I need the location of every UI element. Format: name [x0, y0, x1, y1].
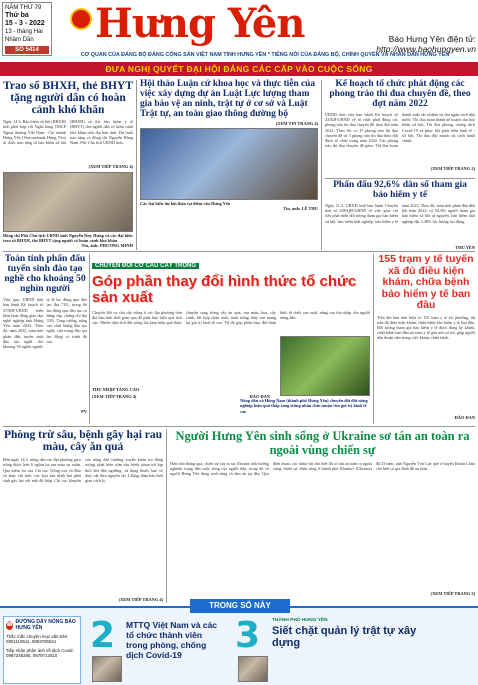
- article-subhead: THU NHẬP TĂNG CAO: [92, 387, 140, 392]
- article-sau-benh[interactable]: [3, 429, 163, 603]
- article-credit: ĐÀO ĐAN: [249, 394, 270, 399]
- divider: [321, 80, 322, 250]
- article-credit: THU YÊN: [455, 244, 475, 250]
- website-url[interactable]: http://www.baohungyen.vn: [376, 44, 476, 54]
- continue-link[interactable]: (XEM TIẾP TRANG 4): [92, 394, 137, 399]
- article-title[interactable]: Phòng trừ sâu, bệnh gây hại rau màu, cây ăn quả: [3, 429, 163, 454]
- divider: [136, 80, 137, 250]
- divider: [325, 178, 475, 179]
- photo-caption: Các đại biểu dự hội thảo tại điểm cầu Hưng Yên: [140, 200, 231, 206]
- article-title[interactable]: 155 trạm y tế tuyến xã đủ điều kiện khám, chữa bệnh bảo hiểm y tế ban đầu: [378, 253, 474, 311]
- teaser-title[interactable]: Siết chặt quản lý trật tự xây dựng: [272, 625, 417, 649]
- article-dao-tao-nghe[interactable]: [3, 254, 87, 422]
- article-credit: ĐÀO ĐAN: [454, 414, 475, 420]
- continue-link[interactable]: (XEM TIN TRANG 4): [275, 120, 318, 126]
- article-body: Ngày 14.3, Bảo hiểm xã hội (BHXH) tỉnh phối hợp với Ngân hàng TMCP Ngoại thương Việt Nam - Chi nhánh Hưng Yên (Vietcombank Hưng Yên) tổ chức trao tặng sổ bảo hiểm xã hội (BHXH) và thẻ bảo hiểm y tế (BHYT) cho người dân có hoàn cảnh khó khăn trên địa bàn tỉnh. Dự buổi trao tặng có đồng chí Nguyễn Hùng Nam, Phó Chủ tịch UBND tỉnh.: [3, 119, 133, 145]
- photo-credit: Tin, ảnh: LÊ THU: [283, 206, 318, 212]
- article-photo: [3, 172, 133, 232]
- hotline-title: ĐƯỜNG DÂY NÓNG BÁO HƯNG YÊN: [15, 619, 76, 631]
- article-title[interactable]: Phấn đấu 92,6% dân số tham gia bảo hiểm y tế: [333, 180, 467, 200]
- article-title[interactable]: Trao sổ BHXH, thẻ BHYT tặng người dân có hoàn cảnh khó khăn: [3, 80, 133, 117]
- party-emblem-icon: [70, 8, 92, 30]
- hotline-line[interactable]: Thắc mắc chuyên mục văn bản: 0901118511, 0983785521: [6, 634, 69, 645]
- motto: CƠ QUAN CỦA ĐẢNG BỘ ĐẢNG CỘNG SẢN VIỆT NAM TỈNH HƯNG YÊN * TIẾNG NÓI CỦA ĐẢNG BỘ, CHÍNH QUYỀN VÀ NHÂN DÂN HƯNG YÊN: [80, 52, 450, 58]
- divider: [373, 254, 374, 424]
- divider: [166, 429, 167, 603]
- page-number: 3: [235, 615, 261, 656]
- photo-credit: Tin, ảnh: PHƯƠNG MINH: [81, 243, 133, 249]
- teaser-item[interactable]: [272, 618, 432, 649]
- divider: [3, 426, 475, 427]
- headline-banner: ĐƯA NGHỊ QUYẾT ĐẠI HỘI ĐẢNG CÁC CẤP VÀO CUỘC SỐNG: [0, 62, 478, 76]
- continue-link[interactable]: (XEM TIẾP TRANG 4): [118, 597, 163, 603]
- issue-box: [2, 2, 52, 56]
- weekday: Thứ ba: [5, 12, 29, 19]
- article-title[interactable]: Hội thảo Luận cứ khoa học và thực tiễn của việc xây dựng dự án Luật Lực lượng tham gia bảo vệ an ninh, trật tự ở cơ sở và Luật Trật tự, an toàn giao thông đường bộ: [140, 79, 316, 119]
- article-title[interactable]: Người Hưng Yên sinh sống ở Ukraine sơ tán an toàn ra ngoài vùng chiến sự: [175, 429, 470, 457]
- masthead: [0, 0, 478, 62]
- continue-link[interactable]: (XEM TIẾP TRANG 2): [430, 165, 475, 171]
- article-photo: [280, 336, 370, 396]
- continue-link[interactable]: (XEM TIẾP TRANG 3): [430, 591, 475, 596]
- year-label: NĂM THỨ 79: [5, 5, 42, 11]
- article-body: Đến ngày 14.3, nông dân các địa phương gieo trồng được hơn 6 nghìn ha rau màu vụ xuân. Qua kiểm tra của Chi cục Trồng trọt và Bảo vệ thực vật tỉnh, các loại sâu bệnh hại phát sinh gây hại với mật độ thấp. Chi cục khuyến cáo nông dân thường xuyên kiểm tra đồng ruộng, phát hiện sớm sâu bệnh, phun trừ kịp thời khi đến ngưỡng, sử dụng thuốc bảo vệ thực vật theo nguyên tắc 4 đúng; đảm bảo thời gian cách ly.: [3, 457, 163, 483]
- teaser-item[interactable]: [126, 620, 226, 660]
- teaser-number: [90, 615, 125, 656]
- newspaper-logo: Hưng Yên: [95, 0, 305, 47]
- article-kicker: CHUYỂN ĐỔI CƠ CẤU CÂY TRỒNG: [92, 263, 199, 269]
- article-title[interactable]: Toàn tỉnh phấn đấu tuyển sinh đào tạo nghề cho khoảng 50 nghìn người: [4, 253, 86, 295]
- page-number: 2: [90, 615, 116, 656]
- lunar-date: 13 - tháng Hai: [5, 29, 43, 35]
- teaser-kicker: THÀNH PHỐ HƯNG YÊN: [272, 618, 328, 623]
- article-bhyt[interactable]: [325, 180, 475, 250]
- article-title[interactable]: Góp phần thay đổi hình thức tổ chức sản xuất: [92, 273, 357, 306]
- article-thi-dua[interactable]: [325, 80, 475, 176]
- in-this-issue: [0, 601, 478, 685]
- teaser-title[interactable]: MTTQ Việt Nam và các tổ chức thành viên trong phòng, chống dịch Covid-19: [126, 620, 218, 660]
- lunar-year: Nhâm Dần: [5, 37, 34, 43]
- section-header: TRONG SỐ NÀY: [190, 599, 290, 613]
- photo-caption: Nông dân xã Hồng Nam (thành phố Hưng Yên) chuyển đổi đất nông nghiệp hiệu quả thấp sang trồng nhãn chín muộn cho giá trị kinh tế cao: [240, 398, 368, 414]
- article-body: Hơn nửa tháng qua, chiến sự xảy ra tại Ukraine ảnh hưởng nghiêm trọng đến cuộc sống của người dân, trong đó có người Hưng Yên đang sinh sống và làm ăn tại đây. Qua điện thoại, các nhân vật cho biết đã sơ tán an toàn ra ngoài vùng chiến sự. Sinh sống ở thành phố Kharkov (Ukraine) đã 33 năm, anh Nguyễn Văn Lực quê ở huyện Khoái Châu cho biết cả gia đình đã an toàn.: [170, 461, 475, 477]
- hotline-line[interactable]: Tiếp nhận phản ánh về dịch Covid: 0987249285, 0979712610: [6, 647, 74, 659]
- article-hoi-thao[interactable]: [140, 80, 318, 248]
- article-body: UBND tỉnh vừa ban hành Kế hoạch số 43/KH-UBND về tổ chức phát động các phong trào thi đua chuyên đề, theo đợt năm 2022. Theo đó, có 15 phong trào thi đua chuyên đề và 3 phong trào thi đua theo đợt được tổ chức trong năm 2022. Các phong trào thi đua chuyên đề gồm: Thi đua hoàn thành xuất sắc nhiệm vụ thu ngân sách nhà nước; Thi đua hoàn thành kế hoạch thu bảo hiểm xã hội; Thi đua phòng, chống dịch Covid-19 và phục hồi phát triển kinh tế - xã hội; Thi đua đẩy mạnh cải cách hành chính.: [325, 111, 475, 149]
- article-tram-y-te[interactable]: [377, 254, 475, 422]
- issue-number: SỐ 5414: [5, 46, 49, 54]
- article-ukraine[interactable]: [170, 429, 475, 603]
- article-body: Chuyển đổi cơ cấu cây trồng ở các địa phương trên địa bàn tỉnh thời gian qua đã phát huy hiệu quả tích cực. Nhiều diện tích đất trồng lúa kém hiệu quả được chuyển sang trồng cây ăn quả, rau màu, hoa, cây cảnh, kết hợp chăn nuôi, nuôi trồng thủy sản mang lại giá trị kinh tế cao. Từ đó góp phần thay đổi hình thức tổ chức sản xuất, nâng cao thu nhập cho người nông dân.: [92, 310, 370, 326]
- website-label: Báo Hưng Yên điện tử:: [388, 34, 476, 44]
- article-title[interactable]: Kế hoạch tổ chức phát động các phong trào thi đua chuyên đề, theo đợt năm 2022: [329, 79, 471, 109]
- photo-caption: Đồng chí Phó Chủ tịch UBND tỉnh Nguyễn Duy Hưng và các đại biểu trao sổ BHXH, thẻ BHYT tặng người có hoàn cảnh khó khăn: [3, 232, 133, 243]
- teaser-number: [235, 615, 270, 656]
- article-bhxh[interactable]: [3, 80, 133, 248]
- article-body: Ngày 11.3, UBND tỉnh ban hành Chuyên tính số 658/QĐ-UBND về việc giao chỉ tiêu phát triển đối tượng tham gia bảo hiểm xã hội, bảo hiểm thất nghiệp, bảo hiểm y tế năm 2022. Theo đó, toàn tỉnh phấn đấu đến hết năm 2022, có 92,6% người tham gia bảo hiểm xã hội tự nguyện, bảo hiểm thất nghiệp đạt 3,48% lực lượng lao động.: [325, 202, 475, 224]
- website-info: [372, 34, 476, 54]
- hotline-box: [3, 616, 81, 684]
- issue-date: 15 - 3 - 2022: [5, 20, 45, 27]
- article-credit: PV: [81, 409, 87, 415]
- continue-link[interactable]: (XEM TIẾP TRANG 4): [88, 164, 133, 170]
- article-photo: [140, 128, 318, 200]
- phone-icon: ☎: [6, 621, 14, 628]
- divider: [3, 251, 475, 252]
- teaser-photo: [92, 656, 122, 682]
- divider: [89, 254, 90, 424]
- article-body: Trên địa bàn tỉnh hiện có 155 trạm y tế xã, phường, thị trấn đủ điều kiện khám, chữa bệnh bảo hiểm y tế ban đầu. Đối tượng tham gia bảo hiểm y tế được đăng ký khám, chữa bệnh ban đầu tại trạm y tế gần nơi cư trú, giúp người dân thuận tiện trong việc khám, chữa bệnh.: [377, 314, 475, 341]
- teaser-photo: [238, 656, 268, 682]
- article-body: Vừa qua, UBND tỉnh ban hành Kế hoạch số 37/KH-UBND triển khai hoạt động giáo dục nghề nghiệp tỉnh Hưng Yên năm 2022. Theo đó, năm 2022, toàn tỉnh phấn đấu tuyển sinh đào tạo nghề cho khoảng 50 nghìn người; tỷ lệ lao động qua đào tạo đạt 71%, trong đó lao động qua đào tạo có bằng cấp, chứng chỉ đạt 33%. Tăng cường, nâng cao chất lượng đào tạo nghề, chú trọng đào tạo lao động có trình độ cao.: [3, 297, 87, 350]
